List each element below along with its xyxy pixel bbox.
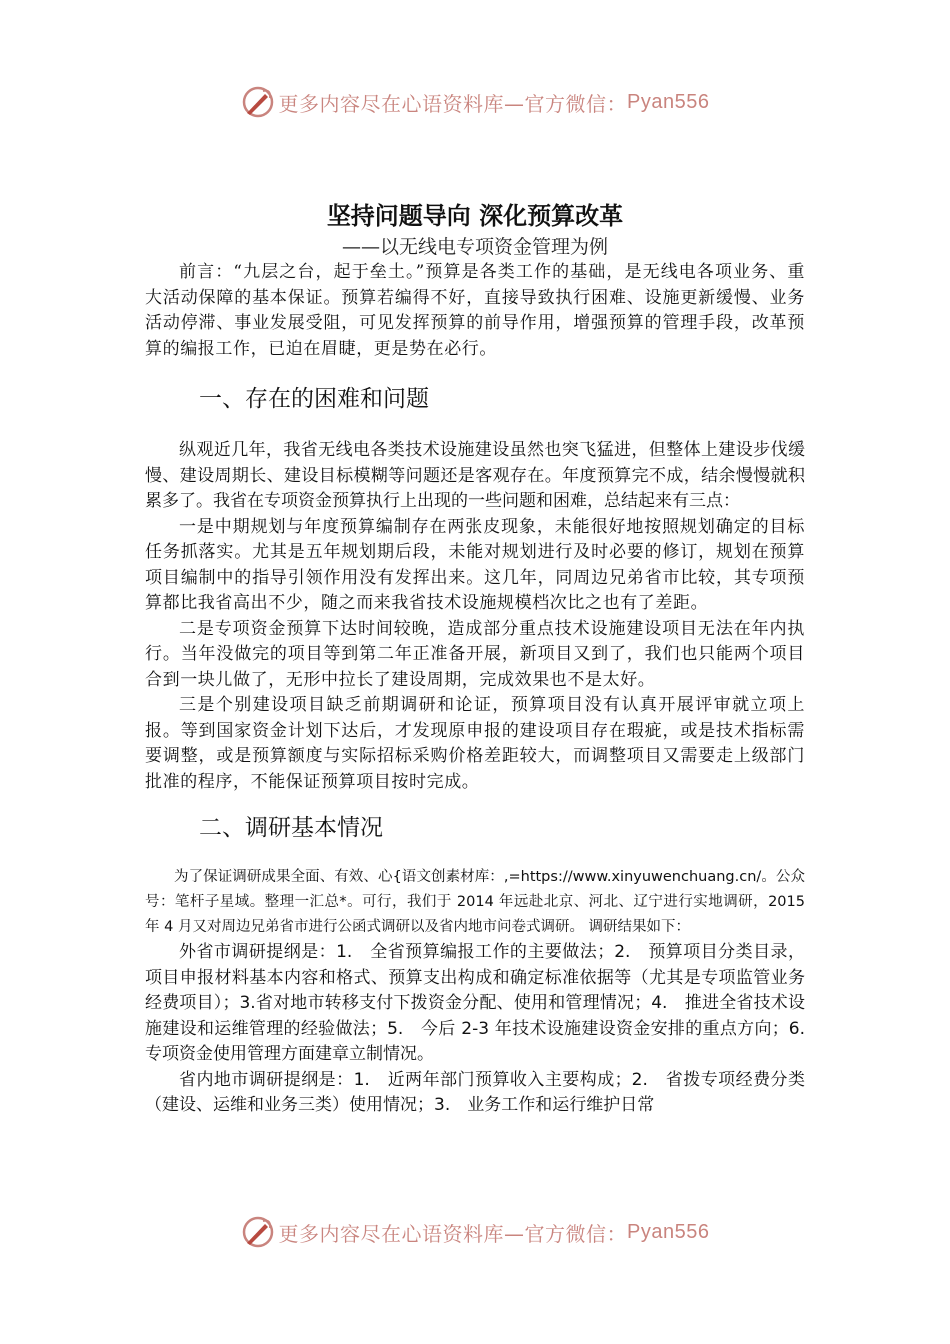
doc-title: 坚持问题导向 深化预算改革 — [326, 202, 624, 230]
section-1-paragraph-3: 二是专项资金预算下达时间较晚，造成部分重点技术设施建设项目无法在年内执行。当年没做完的项目等到第二年正准备开展，新项目又到了，我们也只能两个项目合到一块儿做了，无形中拉长了建设周期，完成效果也不是太好。 — [145, 618, 805, 690]
section-1-paragraph-2: 一是中期规划与年度预算编制存在两张皮现象，未能很好地按照规划确定的目标任务抓落实。尤其是五年规划期后段，未能对规划进行及时必要的修订，规划在预算项目编制中的指导引领作用没有发挥出来。这几年，同周边兄弟省市比较，其专项预算都比我省高出不少，随之而来我省技术设施规模档次比之也有了差距。 — [145, 516, 805, 613]
watermark-wechat: Pyan556 — [627, 90, 710, 113]
section-2-heading: 二、调研基本情况 — [199, 815, 383, 841]
watermark-text: 更多内容尽在心语资料库—官方微信： — [278, 91, 628, 116]
section-2-paragraph-2: 外省市调研提纲是：1. 全省预算编报工作的主要做法；2. 预算项目分类目录，项目申报材料基本内容和格式、预算支出构成和确定标准依据等（尤其是专项监管业务经费项目）；3.省对地市转移支付下拨资金分配、使用和管理情况；4. 推进全省技术设施建设和运维管理的经验做法；5. 今后 2-3 年技术设施建设资金安排的重点方向；6. 专项资金使用管理方面建章立制情况。 — [145, 942, 822, 1064]
section-1-heading: 一、存在的困难和问题 — [199, 386, 429, 412]
pen-logo-icon — [241, 85, 275, 119]
document-body — [145, 198, 822, 1119]
doc-subtitle: ——以无线电专项资金管理为例 — [341, 236, 608, 258]
section-2-paragraph-3: 省内地市调研提纲是：1. 近两年部门预算收入主要构成；2. 省拨专项经费分类（建设、运维和业务三类）使用情况；3. 业务工作和运行维护日常 — [145, 1069, 805, 1115]
section-1-paragraph-4: 三是个别建设项目缺乏前期调研和论证，预算项目没有认真开展评审就立项上报。等到国家资金计划下达后，才发现原申报的建设项目存在瑕疵，或是技术指标需要调整，或是预算额度与实际招标采购价格差距较大，而调整项目又需要走上级部门批准的程序，不能保证预算项目按时完成。 — [145, 695, 805, 792]
intro-paragraph: 前言：“九层之台，起于垒土。”预算是各类工作的基础，是无线电各项业务、重大活动保障的基本保证。预算若编得不好，直接导致执行困难、设施更新缓慢、业务活动停滞、事业发展受阻，可见发挥预算的前导作用，增强预算的管理手段，改革预算的编报工作，已迫在眉睫，更是势在必行。 — [145, 262, 805, 359]
section-2-paragraph-1: 为了保证调研成果全面、有效、心{语文创素材库：,=https://www.xinyuwenchuang.cn/。公众号：笔杆子星域。整理一汇总*。可行，我们于 2014 年远赴北京、河北、辽宁进行实地调研，2015 年 4 月又对周边兄弟省市进行公函式调研以及省内地市问卷式调研。 调研结果如下： — [145, 869, 805, 935]
section-1-paragraph-1: 纵观近几年，我省无线电各类技术设施建设虽然也突飞猛进，但整体上建设步伐缓慢、建设周期长、建设目标模糊等问题还是客观存在。年度预算完不成，结余慢慢就积累多了。我省在专项资金预算执行上出现的一些问题和困难，总结起来有三点： — [145, 440, 805, 511]
watermark-banner-bottom — [0, 1212, 950, 1252]
watermark-text: 更多内容尽在心语资料库—官方微信： — [278, 1221, 628, 1246]
pen-logo-icon — [241, 1215, 275, 1249]
watermark-wechat: Pyan556 — [627, 1220, 710, 1243]
watermark-banner-top — [0, 82, 950, 122]
